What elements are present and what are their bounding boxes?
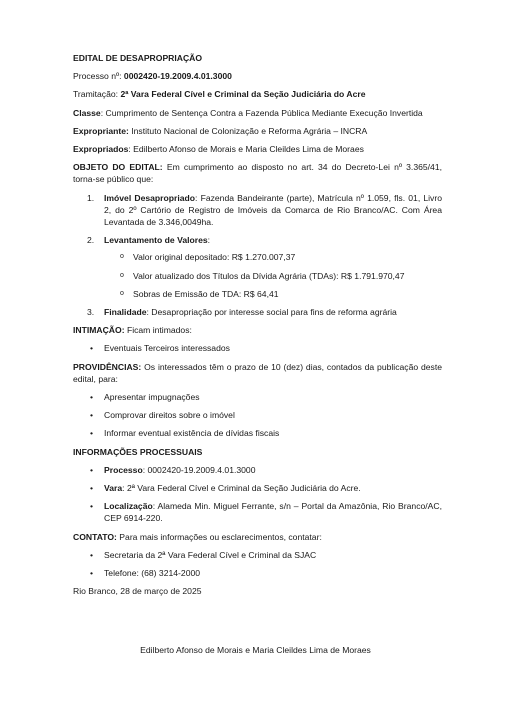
circle-bullet-icon: o bbox=[120, 253, 124, 261]
bullet-icon: • bbox=[90, 483, 94, 494]
item-text: : bbox=[207, 235, 211, 246]
valor-text: Valor atualizado dos Títulos da Dívida Agrária (TDAs): R$ 1.791.970,47 bbox=[133, 270, 405, 281]
intimacao-list bbox=[73, 342, 442, 354]
list-item bbox=[73, 192, 442, 229]
item-label: Levantamento de Valores bbox=[104, 235, 208, 246]
processo-value: 0002420-19.2009.4.01.3000 bbox=[123, 71, 232, 82]
list-item bbox=[73, 234, 442, 300]
providencias-paragraph bbox=[73, 361, 442, 385]
list-item bbox=[104, 270, 442, 282]
processo-line bbox=[73, 70, 442, 82]
list-item: • Eventuais Terceiros interessados bbox=[90, 343, 230, 354]
intimacao-paragraph bbox=[73, 324, 442, 336]
expropriados-value: : Edilberto Afonso de Morais e Maria Cleildes Lima de Moraes bbox=[128, 144, 364, 155]
expropriados-line bbox=[73, 143, 442, 155]
intimacao-text: Ficam intimados: bbox=[124, 325, 192, 336]
bullet-icon: • bbox=[90, 549, 94, 560]
providencias-list bbox=[73, 391, 442, 440]
expropriados-label: Expropriados bbox=[73, 144, 129, 155]
list-item: • Processo: 0002420-19.2009.4.01.3000 bbox=[90, 464, 256, 475]
list-item: • Telefone: (68) 3214-2000 bbox=[90, 568, 201, 579]
classe-label: Classe bbox=[73, 107, 101, 118]
item-text: : Fazenda Bandeirante (parte), Matrícula nº 1.059, fls. 01, Livro 2, do 2º Cartório de Registro de Imóveis da Comarca de Rio Branco/AC. Com Área Levantada de 3.346,0049ha. bbox=[104, 192, 442, 228]
contato-list bbox=[73, 549, 442, 579]
intimacao-label: INTIMAÇÃO: bbox=[73, 325, 125, 336]
contato-text: Para mais informações ou esclarecimentos, contatar: bbox=[116, 531, 322, 542]
circle-bullet-icon: o bbox=[120, 289, 124, 297]
classe-line bbox=[73, 107, 442, 119]
expropriante-value: Instituto Nacional de Colonização e Reforma Agrária – INCRA bbox=[128, 125, 368, 136]
list-number: 1. bbox=[87, 192, 95, 203]
list-item: • Informar eventual existência de dívidas fiscais bbox=[90, 428, 280, 439]
objeto-label: OBJETO DO EDITAL: bbox=[73, 162, 163, 173]
local-data: Rio Branco, 28 de março de 2025 bbox=[73, 586, 202, 597]
valor-text: Sobras de Emissão de TDA: R$ 64,41 bbox=[133, 288, 279, 299]
contato-label: CONTATO: bbox=[73, 531, 117, 542]
list-item: • Localização: Alameda Min. Miguel Ferrante, s/n – Portal da Amazônia, Rio Branco/AC, CEP 6914-220. bbox=[90, 501, 442, 524]
expropriante-label: Expropriante: bbox=[73, 125, 129, 136]
list-item: • Comprovar direitos sobre o imóvel bbox=[90, 410, 235, 421]
contato-paragraph bbox=[73, 531, 442, 543]
tramitacao-line bbox=[73, 88, 442, 100]
document-title: EDITAL DE DESAPROPRIAÇÃO bbox=[73, 53, 203, 63]
edital-body bbox=[73, 52, 442, 604]
bullet-icon: • bbox=[90, 464, 94, 475]
providencias-label: PROVIDÊNCIAS: bbox=[73, 361, 142, 372]
classe-value: : Cumprimento de Sentença Contra a Fazenda Pública Mediante Execução Invertida bbox=[100, 107, 423, 118]
informacoes-list bbox=[73, 464, 442, 525]
processo-label: Processo nº: bbox=[73, 71, 122, 82]
list-item bbox=[104, 288, 442, 300]
providencias-text: Os interessados têm o prazo de 10 (dez) dias, contados da publicação deste edital, para: bbox=[73, 361, 442, 384]
list-number: 3. bbox=[87, 307, 95, 318]
informacoes-heading: INFORMAÇÕES PROCESSUAIS bbox=[73, 446, 203, 457]
list-item: • Secretaria da 2ª Vara Federal Cível e Criminal da SJAC bbox=[90, 549, 317, 560]
objeto-list bbox=[73, 192, 442, 319]
signature-line: Edilberto Afonso de Morais e Maria Cleildes Lima de Moraes bbox=[140, 645, 371, 655]
bullet-icon: • bbox=[90, 428, 94, 439]
tramitacao-label: Tramitação: bbox=[73, 89, 119, 100]
bullet-icon: • bbox=[90, 568, 94, 579]
valores-list bbox=[104, 251, 442, 300]
list-item bbox=[104, 251, 442, 263]
circle-bullet-icon: o bbox=[120, 271, 124, 279]
objeto-paragraph bbox=[73, 161, 442, 185]
expropriante-line bbox=[73, 125, 442, 137]
objeto-text: Em cumprimento ao disposto no art. 34 do Decreto-Lei nº 3.365/41, torna-se público que: bbox=[73, 162, 442, 185]
valor-text: Valor original depositado: R$ 1.270.007,37 bbox=[133, 252, 296, 263]
list-item: • Apresentar impugnações bbox=[90, 392, 200, 403]
item-label: Finalidade bbox=[104, 307, 147, 318]
bullet-icon: • bbox=[90, 410, 94, 421]
item-label: Imóvel Desapropriado bbox=[104, 192, 196, 203]
item-text: : Desapropriação por interesse social para fins de reforma agrária bbox=[146, 307, 397, 318]
bullet-icon: • bbox=[90, 343, 94, 354]
list-item: • Vara: 2ª Vara Federal Cível e Criminal da Seção Judiciária do Acre. bbox=[90, 483, 361, 494]
list-number: 2. bbox=[87, 235, 95, 246]
bullet-icon: • bbox=[90, 392, 94, 403]
bullet-icon: • bbox=[90, 501, 94, 512]
list-item bbox=[73, 306, 442, 318]
tramitacao-value: 2ª Vara Federal Cível e Criminal da Seção Judiciária do Acre bbox=[120, 89, 366, 100]
